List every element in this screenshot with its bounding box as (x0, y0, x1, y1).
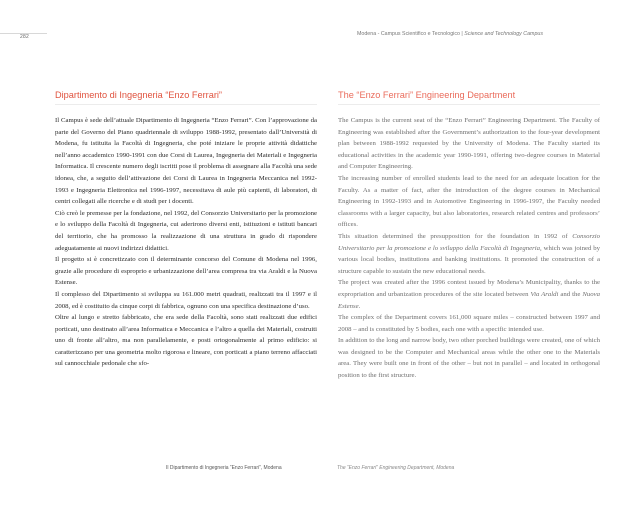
text-run: . (358, 302, 361, 310)
english-column (338, 90, 600, 382)
caption-english: The “Enzo Ferrari” Engineering Department, Modena (337, 465, 455, 471)
paragraph: Il complesso del Dipartimento si sviluppa su 161.000 metri quadrati, realizzati tra il 1997 e il 2008, ed è costituito da cinque corpi di fabbrica, ognuno con una specifica destinazione d’uso. (55, 290, 317, 310)
paragraph: Il progetto si è concretizzato con il determinante concorso del Comune di Modena nel 1996, grazie alle procedure di esproprio e urbanizzazione dell’area compresa tra via Araldi e la Nuova Estense. (55, 256, 317, 287)
paragraph (338, 231, 600, 277)
paragraph: The Campus is the current seat of the “Enzo Ferrari” Engineering Department. The Faculty of Engineering was established after the Government’s authorization to the four-year development plan between 1988-1992 requested by the University of Modena. The Faculty started its educational activities in the academic year 1990-1991, offering two-degree courses in Material and Computer Engineering. (338, 117, 600, 171)
text-run: and the (558, 290, 583, 298)
running-head (357, 31, 543, 37)
section-title-english: The “Enzo Ferrari” Engineering Department (338, 90, 600, 105)
paragraph (338, 277, 600, 312)
running-head-italian: Modena - Campus Scientifico e Tecnologico | (357, 31, 465, 37)
italic-run: Consorzio Universitario per la promozione e lo sviluppo della Facoltà di Ingegneria (338, 232, 600, 252)
page-number: 282 (20, 34, 29, 40)
paragraph: Oltre al lungo e stretto fabbricato, che era sede della Facoltà, sono stati realizzati due edifici porticati, uno destinato all’area Informatica e Meccanica e l’altro a quella dei Materiali, costruiti uno di fronte all’altro, ma non parallelamente, e posti ortogonalmente al primo edificio: si caratterizzano per una geometria molto rigorosa e lineare, con porticati a piano terreno affacciati sul cannocchiale pedonale che sfo- (55, 314, 317, 368)
italian-body (55, 115, 317, 370)
italic-run: Nuova Estense (338, 290, 600, 310)
paragraph: Ciò creò le premesse per la fondazione, nel 1992, del Consorzio Universitario per la promozione e lo sviluppo della Facoltà di Ingegneria, cui aderirono diversi enti, istituzioni e istituti bancari del territorio, che ha promosso la realizzazione di una struttura in grado di rispondere adeguatamente ai nuovi indirizzi didattici. (55, 209, 317, 252)
text-run: , which was joined by various local bodies, institutions and banking institutions. It promoted the construction of a structure capable to sustain the new educational needs. (338, 244, 600, 275)
paragraph: In addition to the long and narrow body, two other porched buildings were created, one of which was designed to be the Computer and Mechanical areas while the other one to the Materials area. They were built one in front of the other – but not in parallel – and located in orthogonal position to the first structure. (338, 337, 600, 380)
running-head-english: Science and Technology Campus (464, 31, 543, 37)
paragraph: The complex of the Department covers 161,000 square miles – constructed between 1997 and 2008 – and is constituted by 5 bodies, each one with a specific intended use. (338, 314, 600, 333)
english-body (338, 115, 600, 382)
text-run: The project was created after the 1996 contest issued by Modena’s Municipality, thanks to the expropriation and urbanization procedures of the site located between (338, 279, 600, 298)
paragraph: The increasing number of enrolled students lead to the need for an adequate location for the Faculty. As a matter of fact, after the introduction of the degree courses in Mechanical Engineering in 1992-1993 and in Automotive Engineering in 1996-1997, the Faculty needed classrooms with a larger capacity, but also laboratories, research related centres and professors’ offices. (338, 174, 600, 229)
text-run: This situation determined the presupposition for the foundation in 1992 of (338, 232, 573, 240)
caption-italian: Il Dipartimento di Ingegneria “Enzo Ferrari”, Modena (166, 465, 282, 471)
italic-run: Via Araldi (530, 290, 559, 298)
italian-column (55, 90, 317, 370)
section-title-italian: Dipartimento di Ingegneria “Enzo Ferrari” (55, 90, 317, 105)
paragraph: Il Campus è sede dell’attuale Dipartimento di Ingegneria “Enzo Ferrari”. Con l’approvazione da parte del Governo del Piano quadriennale di sviluppo 1988-1992, presentato dall’Università di Modena, fu istituita la Facoltà di Ingegneria, che poté iniziare le proprie attività didattiche nell’anno accademico 1990-1991 con due Corsi di Laurea, Ingegneria dei Materiali e Ingegneria Informatica. Il crescente numero degli iscritti pose il problema di assegnare alla Facoltà una sede idonea, che, a seguito dell’attivazione dei Corsi di Laurea in Ingegneria Meccanica nel 1992-1993 e Ingegneria Elettronica nel 1996-1997, necessitava di aule più capienti, di laboratori, di centri collegati alle ricerche e di studi per i docenti. (55, 117, 317, 206)
